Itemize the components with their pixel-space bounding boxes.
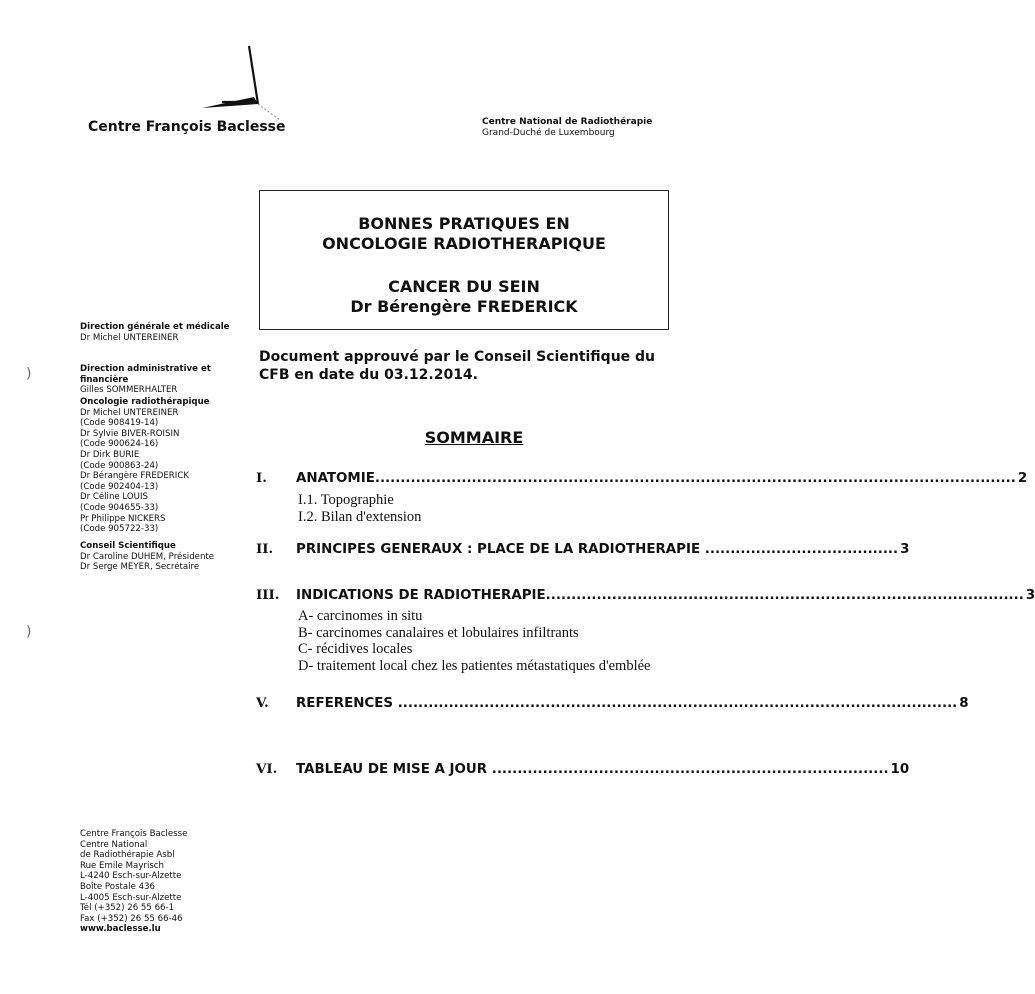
sidebar-line: (Code 902404-13) (80, 481, 159, 492)
title-line-2: ONCOLOGIE RADIOTHERAPIQUE (322, 234, 606, 253)
sidebar-line: Dr Céline LOUIS (80, 492, 148, 503)
address-line: Boîte Postale 436 (80, 881, 155, 892)
toc-label: INDICATIONS DE RADIOTHERAPIE.............................................................................................. (296, 588, 1024, 603)
address-line: L-4240 Esch-sur-Alzette (80, 871, 182, 882)
toc-number: VI. (256, 761, 278, 777)
toc-sub-list (298, 492, 421, 525)
address-line: Tél (+352) 26 55 66-1 (80, 903, 175, 914)
binder-hole-mark: ) (26, 366, 32, 382)
sidebar-line: (Code 905722-33) (80, 524, 159, 535)
title-line-1: BONNES PRATIQUES EN (358, 214, 570, 233)
sidebar-line: Dr Bérangère FREDERICK (80, 471, 189, 482)
toc-page: 3 (900, 542, 910, 557)
toc-label: PRINCIPES GENERAUX : PLACE DE LA RADIOTHERAPIE ...................................... (296, 542, 899, 557)
header-right-org (482, 117, 652, 138)
sidebar-heading: Direction générale et médicale (80, 322, 230, 332)
toc-entry-tableau[interactable] (256, 761, 910, 777)
sidebar-direction-medicale (80, 322, 245, 343)
sidebar-line: Dr Michel UNTEREINER (80, 407, 179, 418)
sidebar-address (80, 829, 245, 935)
toc-entry-anatomie[interactable] (256, 470, 1028, 486)
toc-page: 2 (1017, 471, 1028, 486)
sidebar-heading: Direction administrative et financière (80, 364, 211, 385)
address-line: Rue Emile Mayrisch (80, 860, 164, 871)
toc-number: V. (256, 695, 269, 711)
toc-sub-list (298, 608, 650, 674)
header-left-org: Centre François Baclesse (88, 119, 286, 135)
toc-label: REFERENCES .............................................................................................................. (296, 696, 958, 711)
address-line: Fax (+352) 26 55 66-46 (80, 913, 183, 924)
sidebar-direction-admin (80, 364, 245, 396)
toc-number: I. (256, 470, 267, 486)
sidebar-heading: Conseil Scientifique (80, 541, 176, 551)
toc-sub-item[interactable]: C- récidives locales (298, 641, 413, 657)
sidebar-line: Dr Caroline DUHEM, Présidente (80, 551, 215, 562)
sommaire-heading: SOMMAIRE (424, 428, 524, 447)
approval-statement: Document approuvé par le Conseil Scientifique du CFB en date du 03.12.2014. (259, 349, 656, 383)
toc-page: 3 (1025, 588, 1035, 603)
toc-number: II. (256, 541, 274, 557)
sidebar-heading: Oncologie radiothérapique (80, 397, 210, 407)
sidebar-line: Dr Michel UNTEREINER (80, 332, 179, 343)
sidebar-line: (Code 908419-14) (80, 418, 159, 429)
toc-entry-principes[interactable] (256, 541, 910, 557)
title-line-4: Dr Bérengère FREDERICK (350, 297, 578, 316)
sidebar-line: Dr Serge MEYER, Secrétaire (80, 562, 200, 573)
baclesse-logo-icon (192, 44, 282, 124)
title-box (259, 190, 669, 330)
sidebar-line: Dr Sylvie BIVER-ROISIN (80, 428, 180, 439)
title-line-3: CANCER DU SEIN (388, 277, 540, 296)
toc-label: ANATOMIE.............................................................................................................................. (296, 471, 1016, 486)
right-org-country: Grand-Duché de Luxembourg (482, 128, 615, 138)
toc-entry-references[interactable] (256, 695, 969, 711)
address-line: L-4005 Esch-sur-Alzette (80, 892, 182, 903)
right-org-name: Centre National de Radiothérapie (482, 117, 653, 127)
sidebar-oncologie (80, 397, 245, 535)
sidebar-conseil-scientifique (80, 541, 245, 573)
website-link[interactable]: www.baclesse.lu (80, 924, 161, 935)
toc-entry-indications[interactable] (256, 587, 1035, 603)
sidebar-line: (Code 900863-24) (80, 460, 159, 471)
sidebar-line: Pr Philippe NICKERS (80, 513, 166, 524)
sidebar-line: Dr Dirk BURIE (80, 449, 140, 460)
address-line: Centre National (80, 839, 148, 850)
toc-sub-item[interactable]: A- carcinomes in situ (298, 608, 423, 624)
address-line: de Radiothérapie Asbl (80, 850, 175, 861)
sidebar-line: (Code 900624-16) (80, 439, 159, 450)
toc-label: TABLEAU DE MISE A JOUR .............................................................................. (296, 762, 889, 777)
toc-number: III. (256, 587, 280, 603)
toc-sub-item[interactable]: I.1. Topographie (298, 492, 394, 508)
toc-sub-item[interactable]: B- carcinomes canalaires et lobulaires infiltrants (298, 624, 579, 641)
toc-page: 8 (959, 696, 969, 711)
toc-sub-item[interactable]: D- traitement local chez les patientes métastatiques d'emblée (298, 657, 651, 674)
address-line: Centre François Baclesse (80, 829, 188, 839)
binder-hole-mark: ) (26, 624, 32, 640)
sidebar-line: Gilles SOMMERHALTER (80, 385, 178, 396)
toc-sub-item[interactable]: I.2. Bilan d'extension (298, 508, 422, 525)
toc-page: 10 (890, 762, 910, 777)
sidebar-line: (Code 904655-33) (80, 502, 159, 513)
